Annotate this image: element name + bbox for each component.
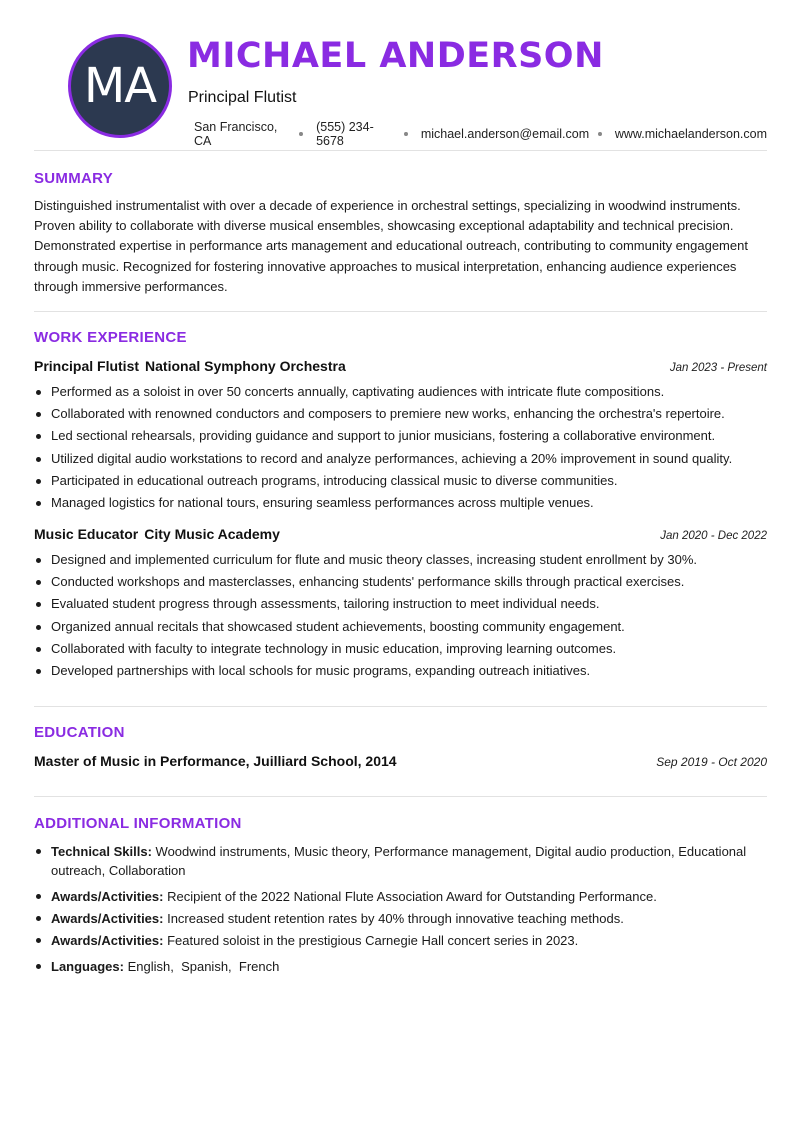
item-label: Languages:	[51, 959, 124, 974]
avatar	[68, 34, 172, 138]
job-organization: National Symphony Orchestra	[145, 358, 346, 374]
section-divider	[34, 706, 767, 707]
item-text: Featured soloist in the prestigious Carnegie Hall concert series in 2023.	[167, 933, 579, 948]
list-item: Participated in educational outreach programs, introducing classical music to diverse communities.	[34, 470, 769, 492]
section-divider	[34, 311, 767, 312]
item-text: Recipient of the 2022 National Flute Association Award for Outstanding Performance.	[167, 889, 657, 904]
job-role: Music Educator	[34, 526, 139, 542]
job-header	[34, 526, 767, 542]
list-item: Evaluated student progress through assessments, tailoring instruction to meet individual needs.	[34, 593, 769, 615]
list-item	[34, 887, 769, 906]
job-organization: City Music Academy	[144, 526, 280, 542]
contact-website[interactable]: www.michaelanderson.com	[614, 127, 768, 141]
bullet-separator	[404, 132, 408, 136]
item-label: Technical Skills:	[51, 844, 152, 859]
list-item: Developed partnerships with local schools for music programs, expanding outreach initiatives.	[34, 660, 769, 682]
job-dates: Jan 2020 - Dec 2022	[660, 530, 767, 542]
resume-header	[34, 0, 767, 150]
contact-email[interactable]: michael.anderson@email.com	[420, 127, 590, 141]
education-heading: EDUCATION	[34, 724, 125, 741]
work-experience-heading: WORK EXPERIENCE	[34, 329, 187, 346]
summary-text: Distinguished instrumentalist with over a decade of experience in orchestral settings, specializing in woodwind instruments. Proven ability to collaborate with diverse musical ensembles, showcasing exceptional adaptability and technical precision. Demonstrated expertise in performance arts management and educational outreach, contributing to community engagement through music. Recognized for fostering innovative approaches to musical interpretation, enhancing audience experiences through immersive performances.	[34, 198, 748, 294]
list-item: Performed as a soloist in over 50 concerts annually, captivating audiences with intricate flute compositions.	[34, 381, 769, 403]
job-bullets	[34, 381, 769, 514]
list-item: Collaborated with faculty to integrate technology in music education, improving learning outcomes.	[34, 638, 769, 660]
item-label: Awards/Activities:	[51, 889, 164, 904]
summary-heading: SUMMARY	[34, 170, 114, 187]
candidate-title: Principal Flutist	[188, 89, 297, 106]
item-text: Woodwind instruments, Music theory, Performance management, Digital audio production, Educational outreach, Collaboration	[51, 844, 747, 878]
job-title-line	[34, 526, 280, 542]
list-item: Organized annual recitals that showcased student achievements, boosting community engagement.	[34, 616, 769, 638]
item-text: English, Spanish, French	[127, 959, 280, 974]
education-dates: Sep 2019 - Oct 2020	[656, 755, 767, 769]
job-header	[34, 358, 767, 374]
avatar-initials: MA	[83, 58, 157, 114]
list-item: Designed and implemented curriculum for flute and music theory classes, increasing student enrollment by 30%.	[34, 549, 769, 571]
bullet-separator	[598, 132, 602, 136]
additional-info-list	[34, 842, 769, 976]
list-item: Utilized digital audio workstations to record and analyze performances, achieving a 20% improvement in sound quality.	[34, 448, 769, 470]
education-entry	[34, 753, 767, 769]
contact-info	[194, 120, 767, 148]
contact-phone: (555) 234-5678	[316, 120, 374, 148]
education-degree: Master of Music in Performance, Juilliard School, 2014	[34, 753, 397, 769]
list-item: Collaborated with renowned conductors and composers to premiere new works, enhancing the orchestra's repertoire.	[34, 403, 769, 425]
job-dates: Jan 2023 - Present	[669, 362, 767, 374]
candidate-name: MICHAEL ANDERSON	[187, 36, 604, 76]
additional-info-heading: ADDITIONAL INFORMATION	[34, 815, 242, 832]
list-item	[34, 957, 769, 976]
list-item: Led sectional rehearsals, providing guidance and support to junior musicians, fostering a collaborative environment.	[34, 425, 769, 447]
job-bullets	[34, 549, 769, 682]
list-item	[34, 842, 769, 880]
contact-location: San Francisco, CA	[194, 120, 278, 148]
bullet-separator	[299, 132, 303, 136]
list-item: Managed logistics for national tours, ensuring seamless performances across multiple venues.	[34, 492, 769, 514]
item-label: Awards/Activities:	[51, 933, 164, 948]
item-text: Increased student retention rates by 40% through innovative teaching methods.	[167, 911, 624, 926]
list-item	[34, 931, 769, 950]
job-title-line	[34, 358, 346, 374]
list-item	[34, 909, 769, 928]
list-item: Conducted workshops and masterclasses, enhancing students' performance skills through practical exercises.	[34, 571, 769, 593]
section-divider	[34, 796, 767, 797]
job-role: Principal Flutist	[34, 358, 140, 374]
section-divider	[34, 150, 767, 151]
item-label: Awards/Activities:	[51, 911, 164, 926]
